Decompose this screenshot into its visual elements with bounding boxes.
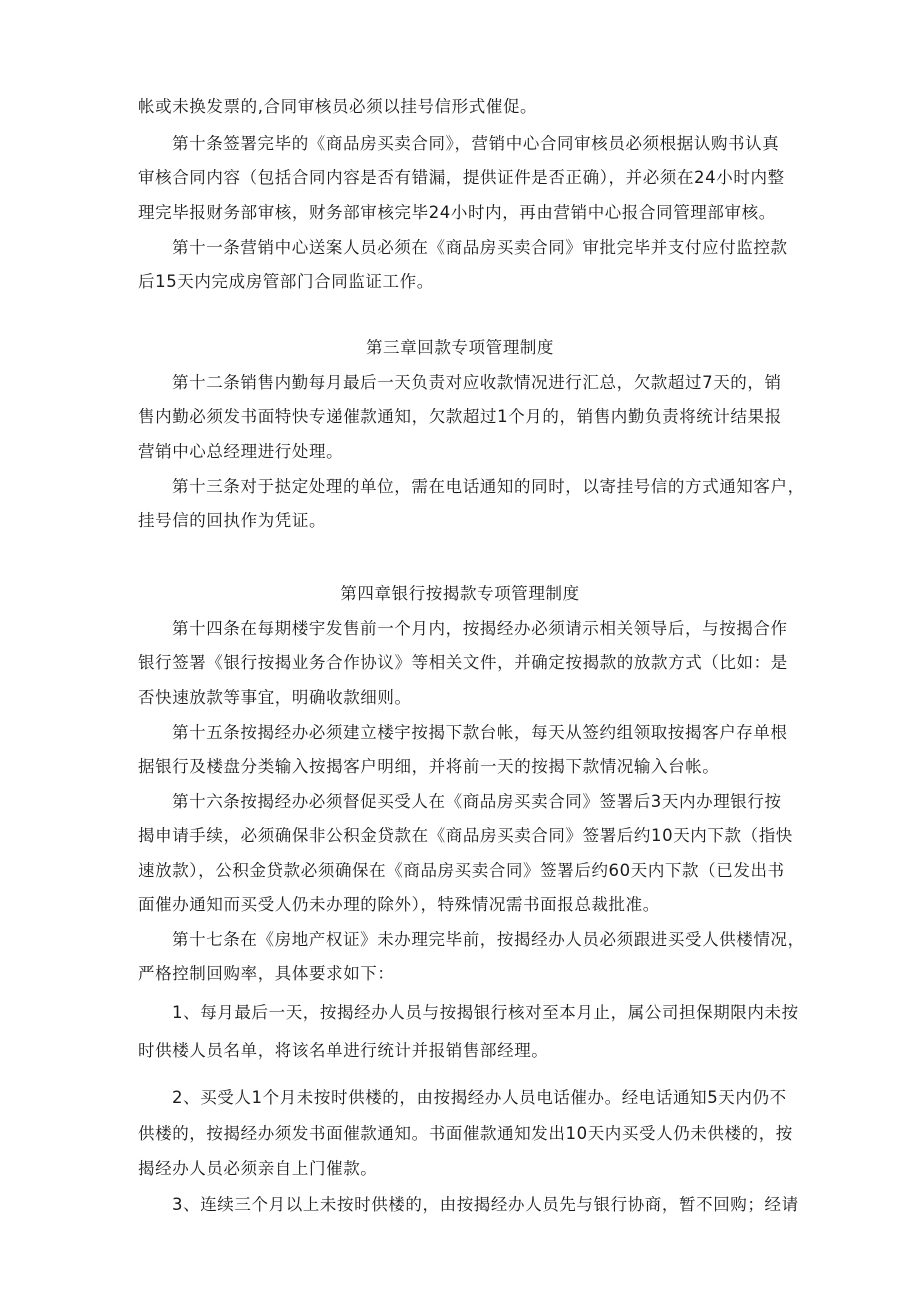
- article-17-line-2: 严格控制回购率，具体要求如下：: [138, 964, 395, 983]
- text-line-continuation: 帐或未换发票的,合同审核员必须以挂号信形式催促。: [138, 97, 538, 116]
- item-2-line-2: 供楼的，按揭经办须发书面催款通知。书面催款通知发出10天内买受人仍未供楼的，按: [138, 1124, 793, 1143]
- article-10-line-1: 第十条签署完毕的《商品房买卖合同》，营销中心合同审核员必须根据认购书认真: [172, 134, 780, 153]
- article-10-line-3: 理完毕报财务部审核，财务部审核完毕24小时内，再由营销中心报合同管理部审核。: [138, 203, 776, 222]
- article-10-line-2: 审核合同内容（包括合同内容是否有错漏，提供证件是否正确），并必须在24小时内整: [138, 168, 785, 187]
- item-2-line-1: 2、买受人1个月未按时供楼的，由按揭经办人员电话催办。经电话通知5天内仍不: [172, 1088, 787, 1107]
- article-14-line-3: 否快速放款等事宜，明确收款细则。: [138, 688, 412, 707]
- chapter-3-heading: 第三章回款专项管理制度: [365, 338, 555, 357]
- chapter-4-heading: 第四章银行按揭款专项管理制度: [340, 584, 580, 603]
- item-1-line-1: 1、每月最后一天，按揭经办人员与按揭银行核对至本月止，属公司担保期限内未按: [172, 1003, 799, 1022]
- article-16-line-1: 第十六条按揭经办必须督促买受人在《商品房买卖合同》签署后3天内办理银行按: [172, 792, 782, 811]
- item-3-line-1: 3、连续三个月以上未按时供楼的，由按揭经办人员先与银行协商，暂不回购；经请: [172, 1195, 799, 1214]
- article-17-line-1: 第十七条在《房地产权证》未办理完毕前，按揭经办人员必须跟进买受人供楼情况，: [172, 930, 805, 949]
- article-14-line-2: 银行签署《银行按揭业务合作协议》等相关文件，并确定按揭款的放款方式（比如：是: [138, 653, 788, 672]
- article-13-line-2: 挂号信的回执作为凭证。: [138, 511, 327, 530]
- article-16-line-2: 揭申请手续，必须确保非公积金贷款在《商品房买卖合同》签署后约10天内下款（指快: [138, 826, 793, 845]
- article-11-line-2: 后15天内完成房管部门合同监证工作。: [138, 272, 434, 291]
- article-16-line-4: 面催办通知而买受人仍未办理的除外），特殊情况需书面报总裁批准。: [138, 895, 660, 914]
- item-1-line-2: 时供楼人员名单，将该名单进行统计并报销售部经理。: [138, 1041, 549, 1060]
- article-15-line-1: 第十五条按揭经办必须建立楼宇按揭下款台帐，每天从签约组领取按揭客户存单根: [172, 723, 788, 742]
- article-15-line-2: 据银行及楼盘分类输入按揭客户明细，并将前一天的按揭下款情况输入台帐。: [138, 757, 720, 776]
- article-12-line-3: 营销中心总经理进行处理。: [138, 442, 344, 461]
- article-12-line-2: 售内勤必须发书面特快专递催款通知，欠款超过1个月的，销售内勤负责将统计结果报: [138, 407, 782, 426]
- article-16-line-3: 速放款），公积金贷款必须确保在《商品房买卖合同》签署后约60天内下款（已发出书: [138, 861, 785, 880]
- article-13-line-1: 第十三条对于挞定处理的单位，需在电话通知的同时，以寄挂号信的方式通知客户，: [172, 477, 805, 496]
- article-11-line-1: 第十一条营销中心送案人员必须在《商品房买卖合同》审批完毕并支付应付监控款: [172, 238, 788, 257]
- article-12-line-1: 第十二条销售内勤每月最后一天负责对应收款情况进行汇总，欠款超过7天的，销: [172, 373, 782, 392]
- article-14-line-1: 第十四条在每期楼宇发售前一个月内，按揭经办必须请示相关领导后，与按揭合作: [172, 619, 788, 638]
- item-2-line-3: 揭经办人员必须亲自上门催款。: [138, 1159, 378, 1178]
